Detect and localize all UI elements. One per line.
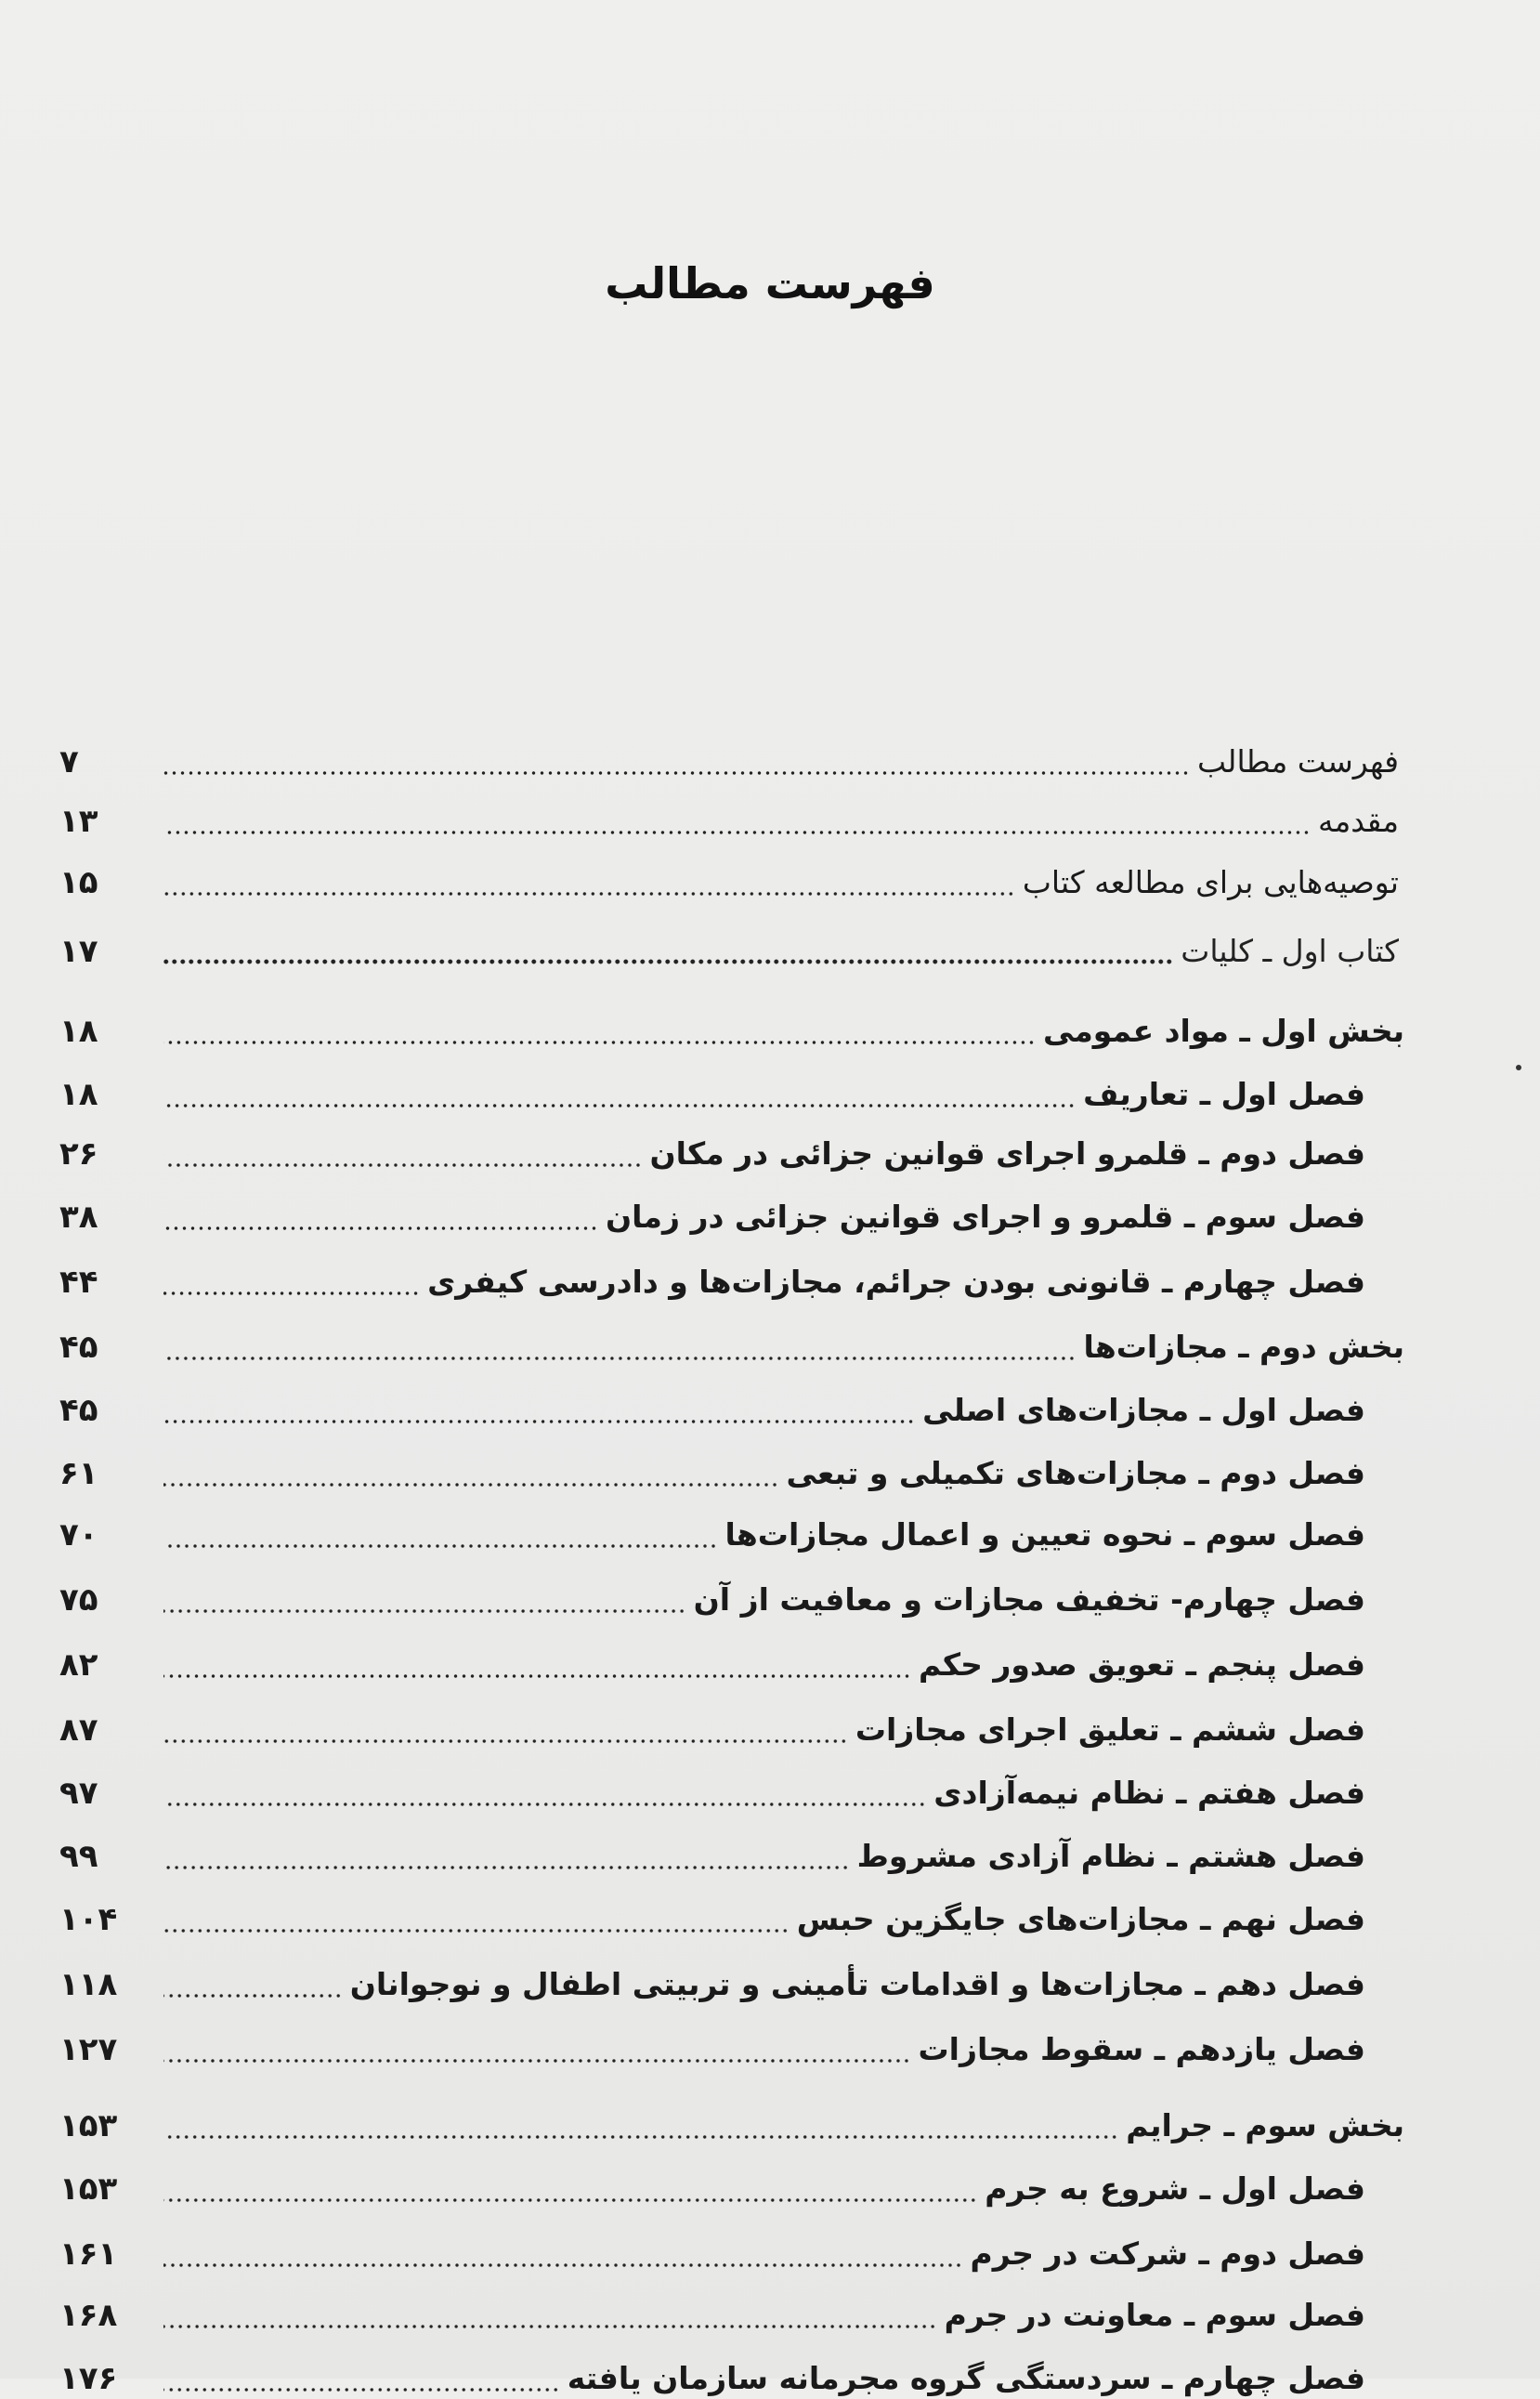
dot-leader <box>163 1104 1076 1108</box>
dot-leader <box>163 771 1190 775</box>
toc-page-number: ۱۸ <box>59 1076 98 1113</box>
toc-entry <box>59 2276 1365 2336</box>
toc-entry-title: فصل چهارم ـ قانونی بودن جرائم، مجازات‌ها و دادرسی کیفری <box>427 1264 1365 1300</box>
toc-entry-title: مقدمه <box>1317 803 1399 839</box>
dot-leader <box>163 1994 343 1998</box>
dot-leader <box>163 1674 911 1678</box>
toc-page-number: ۱۲۷ <box>59 2031 118 2068</box>
dot-leader <box>163 959 1173 964</box>
toc-entry <box>59 2011 1365 2070</box>
toc-page-number: ۹۷ <box>59 1775 98 1812</box>
toc-page-number: ۲۶ <box>59 1135 98 1173</box>
toc-page-number: ۱۷۶ <box>59 2360 118 2397</box>
toc-entry-title: فصل یازدهم ـ سقوط مجازات <box>918 2031 1365 2067</box>
dot-leader <box>163 1291 420 1295</box>
page-title: فهرست مطالب <box>605 258 935 308</box>
dot-leader <box>163 892 1015 896</box>
toc-entry <box>59 992 1404 1052</box>
dot-leader <box>163 2059 910 2063</box>
dot-leader <box>163 2263 963 2267</box>
toc-entry <box>59 782 1399 842</box>
toc-entry-title: بخش سوم ـ جرایم <box>1126 2107 1404 2143</box>
toc-entry-title: فصل هفتم ـ نظام نیمه‌آزادی <box>933 1775 1365 1811</box>
toc-entry-title: فصل پنجم ـ تعویق صدور حکم <box>919 1646 1365 1683</box>
toc-page-number: ۷ <box>59 743 79 780</box>
toc-page-number: ۱۷ <box>59 933 98 970</box>
toc-entry <box>59 1115 1365 1174</box>
toc-entry-title: فصل ششم ـ تعلیق اجرای مجازات <box>855 1711 1365 1748</box>
dot-leader <box>163 1041 1036 1044</box>
toc-page-number: ۱۵ <box>59 864 98 901</box>
dot-leader <box>163 1929 790 1933</box>
dot-leader <box>163 1803 926 1806</box>
toc-entry-title: فصل اول ـ شروع به جرم <box>985 2170 1365 2207</box>
toc-entry-title: فصل اول ـ تعاریف <box>1083 1076 1365 1112</box>
toc-entry-title: فصل چهارم- تخفیف مجازات و معافیت از آن <box>693 1581 1365 1618</box>
toc-entry <box>59 1946 1365 2005</box>
toc-entry-title: بخش دوم ـ مجازات‌ها <box>1083 1329 1404 1365</box>
dot-leader <box>163 1483 779 1487</box>
toc-entry <box>59 1496 1365 1555</box>
toc-entry <box>59 1435 1365 1494</box>
toc-entry <box>59 2150 1365 2209</box>
toc-page-number: ۸۲ <box>59 1646 98 1684</box>
toc-entry <box>59 1243 1365 1303</box>
toc-page-number: ۳۸ <box>59 1199 98 1236</box>
dot-leader <box>163 1226 598 1230</box>
toc-page-number: ۱۳ <box>59 803 98 840</box>
dot-leader <box>163 1420 915 1423</box>
toc-page-number: ۱۵۳ <box>59 2107 118 2144</box>
toc-entry <box>59 1754 1365 1814</box>
toc-entry-title: فصل نهم ـ مجازات‌های جایگزین حبس <box>796 1901 1365 1937</box>
toc-entry-title: فصل سوم ـ قلمرو و اجرای قوانین جزائی در زمان <box>605 1199 1365 1235</box>
toc-entry <box>59 2340 1365 2399</box>
toc-entry <box>59 723 1399 782</box>
toc-page-number: ۹۹ <box>59 1838 98 1875</box>
dot-leader <box>163 2325 937 2328</box>
dot-leader <box>163 1163 642 1167</box>
toc-entry <box>59 1561 1365 1620</box>
dot-leader <box>163 1357 1076 1360</box>
toc-page-number: ۱۵۳ <box>59 2170 118 2208</box>
toc-entry <box>59 844 1399 903</box>
toc-page-number: ۱۸ <box>59 1013 98 1050</box>
dot-leader <box>163 2388 560 2392</box>
toc-entry <box>59 1371 1365 1431</box>
toc-page-number: ۷۵ <box>59 1581 98 1619</box>
toc-entry-title: فصل سوم ـ معاونت در جرم <box>944 2297 1365 2333</box>
dot-leader <box>163 2135 1118 2139</box>
dot-leader <box>163 2198 977 2202</box>
toc-page-number: ۴۴ <box>59 1264 98 1301</box>
toc-entry-title: فصل دوم ـ مجازات‌های تکمیلی و تبعی <box>786 1455 1365 1491</box>
toc-page-number: ۸۷ <box>59 1711 98 1749</box>
toc-page-number: ۷۰ <box>59 1516 98 1553</box>
toc-page-number: ۱۶۸ <box>59 2297 118 2334</box>
toc-entry-title: فصل سوم ـ نحوه تعیین و اعمال مجازات‌ها <box>724 1516 1365 1553</box>
dot-leader <box>163 1544 718 1548</box>
toc-entry-title: فصل هشتم ـ نظام آزادی مشروط <box>856 1838 1365 1874</box>
toc-entry <box>59 912 1399 972</box>
toc-entry <box>59 1308 1404 1368</box>
toc-page-number: ۴۵ <box>59 1329 98 1366</box>
margin-dot <box>1516 1065 1521 1070</box>
toc-entry-title: کتاب اول ـ کلیات <box>1181 933 1399 969</box>
toc-entry-title: فصل اول ـ مجازات‌های اصلی <box>922 1392 1365 1428</box>
toc-entry-title: بخش اول ـ مواد عمومی <box>1042 1013 1404 1049</box>
toc-entry-title: فصل دهم ـ مجازات‌ها و اقدامات تأمینی و تربیتی اطفال و نوجوانان <box>349 1966 1365 2002</box>
toc-page-number: ۱۱۸ <box>59 1966 118 2003</box>
toc-entry-title: فصل دوم ـ قلمرو اجرای قوانین جزائی در مکان <box>649 1135 1365 1172</box>
dot-leader <box>163 1609 686 1613</box>
toc-page-number: ۶۱ <box>59 1455 98 1492</box>
dot-leader <box>163 1739 848 1743</box>
toc-entry <box>59 1178 1365 1238</box>
table-of-contents <box>0 361 1540 2397</box>
toc-entry <box>59 2087 1404 2146</box>
dot-leader <box>163 1866 850 1869</box>
toc-entry-title: فصل چهارم ـ سردستگی گروه مجرمانه سازمان یافته <box>567 2360 1365 2396</box>
toc-entry <box>59 1055 1365 1115</box>
toc-entry-title: فصل دوم ـ شرکت در جرم <box>970 2235 1365 2272</box>
toc-entry <box>59 1881 1365 1940</box>
toc-page-number: ۱۰۴ <box>59 1901 118 1938</box>
toc-entry <box>59 2215 1365 2274</box>
toc-entry <box>59 1691 1365 1750</box>
toc-page-number: ۱۶۱ <box>59 2235 118 2273</box>
toc-entry-title: توصیه‌هایی برای مطالعه کتاب <box>1022 864 1399 900</box>
toc-page-number: ۴۵ <box>59 1392 98 1429</box>
dot-leader <box>163 831 1311 834</box>
toc-entry <box>59 1817 1365 1877</box>
toc-entry <box>59 1626 1365 1685</box>
toc-entry-title: فهرست مطالب <box>1197 743 1399 780</box>
